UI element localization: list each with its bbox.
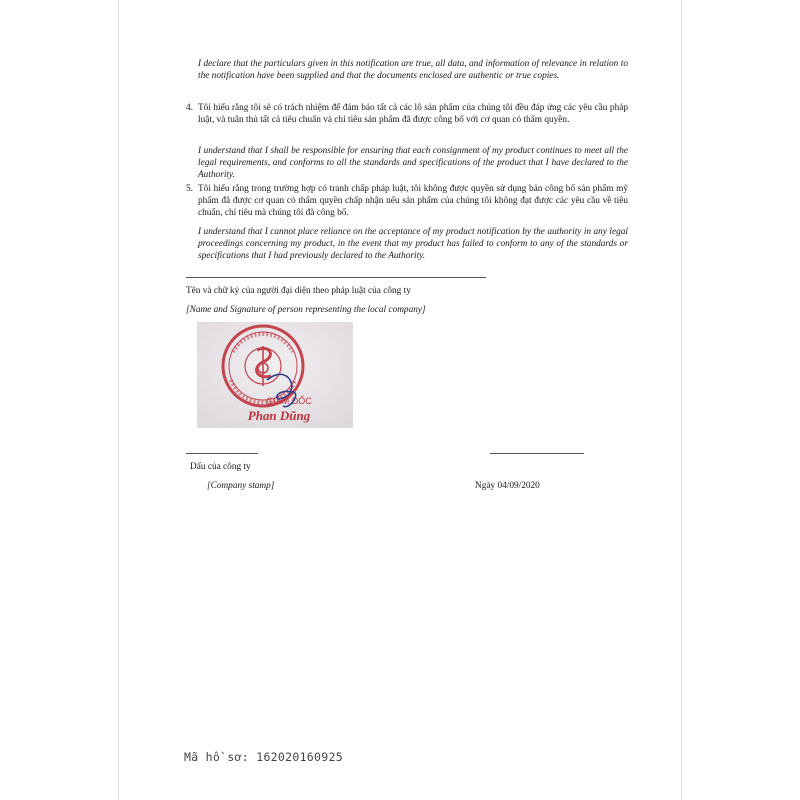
date-text: Ngày 04/09/2020 (475, 481, 540, 491)
item-text-vi: Tôi hiểu rằng trong trường hợp có tranh chấp pháp luật, tôi không được quyền sử dụng bản công bố sản phẩm mỹ phẩm đã được cơ quan có thẩm quyền chấp nhận nếu sản phẩm của chúng tôi không đạt được các yêu cầu về tiêu chuẩn, chỉ tiêu mà chúng tôi đã công bố. (198, 184, 628, 218)
company-stamp-label-en: [Company stamp] (207, 481, 275, 491)
signer-name-text: Phan Dũng (247, 408, 311, 423)
stamp-title-text: GIÁM ĐỐC (266, 396, 312, 406)
item-text-en: I understand that I shall be responsible for ensuring that each consignment of my product continues to meet all the legal requirements, and conforms to all the standards and specifications of the product that I have declared to the Authority. (198, 146, 628, 180)
item-number: 5. (186, 184, 193, 194)
company-stamp-line (186, 453, 258, 454)
item-number: 4. (186, 103, 193, 113)
company-stamp-label-vi: Dấu của công ty (190, 462, 251, 472)
item-text-vi: Tôi hiểu rằng tôi sẽ có trách nhiệm để đảm bảo tất cả các lô sản phẩm của chúng tôi đều đáp ứng các yêu cầu pháp luật, và tuân thủ tất cả tiêu chuẩn và chỉ tiêu sản phẩm đã được công bố với cơ quan có thẩm quyền. (198, 103, 628, 125)
signature-label-en: [Name and Signature of person representing the local company] (186, 305, 426, 315)
stamp-signature-image (197, 322, 353, 428)
date-line (490, 453, 584, 454)
signature-line (186, 277, 486, 278)
file-code: Mã hồ sơ: 162020160925 (184, 750, 343, 764)
signature-label-vi: Tên và chữ ký của người đại diện theo pháp luật của công ty (186, 286, 411, 296)
declaration-en: I declare that the particulars given in this notification are true, all data, and information of relevance in relation to the notification have been supplied and that the documents enclosed are authentic or true copies. (198, 59, 628, 81)
item-text-en: I understand that I cannot place reliance on the acceptance of my product notification by the authority in any legal proceedings concerning my product, in the event that my product has failed to conform to any of the standards or specifications that I had previously declared to the Authority. (198, 227, 628, 261)
